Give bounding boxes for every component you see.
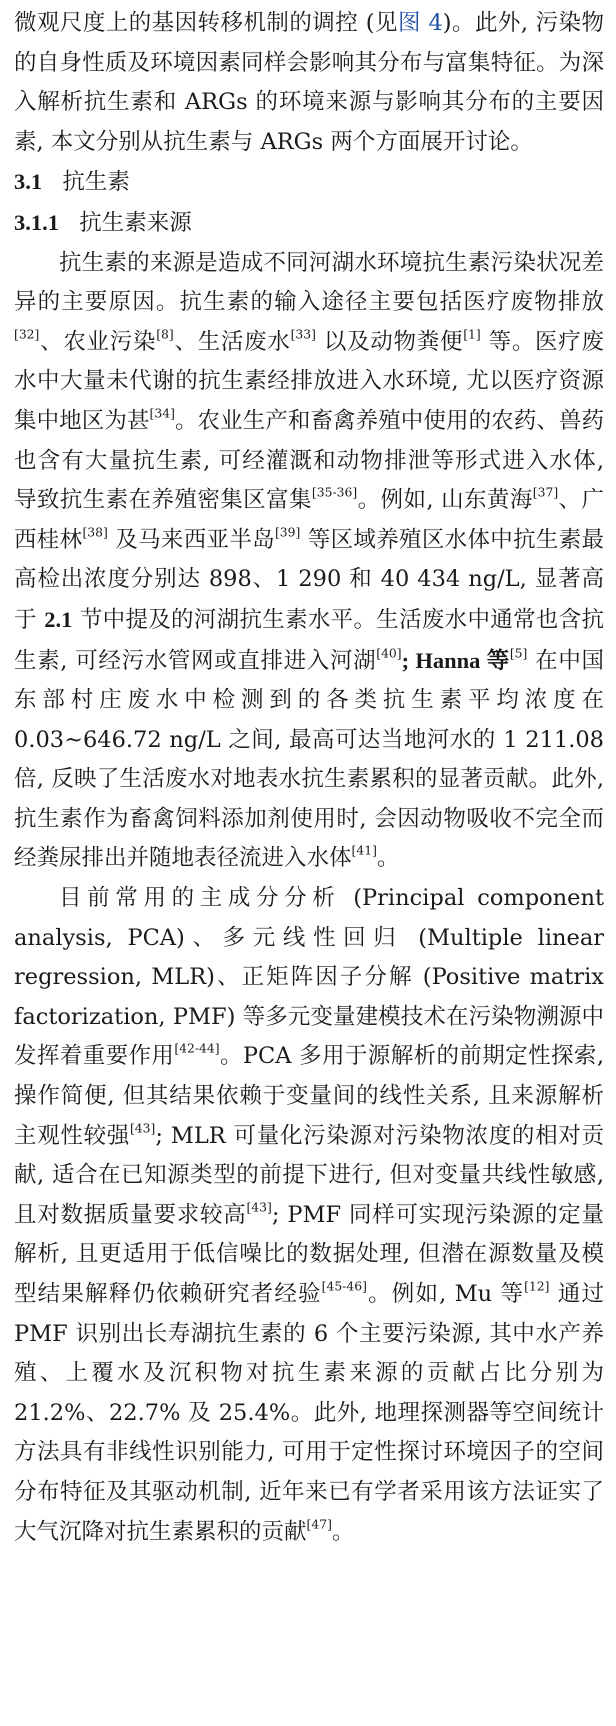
section-reference: 2.1 [44,606,73,632]
section-heading-3-1-1 [14,203,604,244]
paragraph-intro [14,4,604,162]
citation[interactable]: [43] [129,1121,156,1136]
citation[interactable]: [12] [524,1279,550,1294]
text: 微观尺度上的基因转移机制的调控 (见 [14,10,398,36]
text: 节中提及的河湖抗生素水平。生活废水中通常也含抗生素, 可经污水管网或直排进入河湖 [14,606,605,674]
figure-4-link[interactable]: 图 4 [397,10,443,36]
text: 以及动物粪便 [315,328,464,355]
citation[interactable]: [35-36] [311,485,358,500]
paragraph-antibiotic-sources [14,244,604,880]
citation[interactable]: [8] [156,327,174,342]
citation[interactable]: [39] [274,525,301,540]
text: 抗生素的来源是造成不同河湖水环境抗生素污染状况差异的主要原因。抗生素的输入途径主要包括医疗废物排放 [14,249,604,316]
text: 、农业污染 [39,328,157,355]
text: 。例如, Mu 等 [366,1281,525,1307]
citation[interactable]: [37] [532,485,559,500]
citation[interactable]: [38] [82,525,108,540]
citation[interactable]: [43] [246,1200,272,1215]
text: 。 [331,1518,355,1545]
citation[interactable]: [41] [351,843,377,858]
text: )。此外, 污染物的自身性质及环境因素同样会影响其分布与富集特征。为深入解析抗生素和 ARGs 的环境来源与影响其分布的主要因素, 本文分别从抗生素与 ARGs 两个方面展开讨论。 [14,10,604,155]
text: 目前常用的主成分分析 (Principal component analysis, PCA)、多元线性回归 (Multiple linear regression, MLR)、正矩阵因子分解 (Positive matrix factorization, PMF) 等多元变量建模技术在污染物溯源中发挥着重要作用 [14,885,604,1070]
citation[interactable]: [5] [509,645,528,660]
text: 。农业生产和畜禽养殖中使用的农药、兽药也含有大量抗生素, 可经灌溉和动物排泄等形式进入水体, 导致抗生素在养殖密集区富集 [14,407,604,514]
section-number: 3.1.1 [14,209,59,235]
text: 等区域养殖区水体中抗生素最高检出浓度分别达 898、1 290 和 40 434 ng/L, 显著高于 [14,526,605,633]
citation[interactable]: [1] [463,327,481,342]
text: 在中国东部村庄废水中检测到的各类抗生素平均浓度在 0.03~646.72 ng/L 之间, 最高可达当地河水的 1 211.08 倍, 反映了生活废水对地表水抗生素累积的显著贡献。此外, 抗生素作为畜禽饲料添加剂使用时, 会因动物吸收不完全而经粪尿排出并随地表径流进入水体 [14,647,604,872]
text: 。例如, 山东黄海 [357,487,533,514]
text: 。PCA 多用于源解析的前期定性探索, 操作简便, 但其结果依赖于变量间的线性关系, 且来源解析主观性较强 [14,1043,604,1149]
citation[interactable]: [45-46] [321,1279,367,1294]
paragraph-source-apportionment [14,879,604,1552]
text: 及马来西亚半岛 [107,526,275,553]
section-number: 3.1 [14,169,43,195]
text: 、广西桂林 [14,487,604,553]
section-title: 抗生素来源 [79,209,192,236]
citation[interactable]: [42-44] [174,1041,220,1056]
text: 。 [376,845,400,872]
citation[interactable]: [40] [376,645,402,660]
text: 、生活废水 [173,328,291,355]
citation[interactable]: [47] [306,1517,332,1532]
section-heading-3-1 [14,162,604,203]
citation[interactable]: [33] [290,327,316,342]
citation[interactable]: [34] [149,406,175,421]
text: 通过 PMF 识别出长寿湖抗生素的 6 个主要污染源, 其中水产养殖、上覆水及沉积物对抗生素来源的贡献占比分别为 21.2%、22.7% 及 25.4%。此外, 地理探测器等空间统计方法具有非线性识别能力, 可用于定性探讨环境因子的空间分布特征及其驱动机制, 近年来已有学者采用该方法证实了大气沉降对抗生素累积的贡献 [14,1281,604,1545]
text: ; MLR 可量化污染源对污染物浓度的相对贡献, 适合在已知源类型的前提下进行, 但对变量共线性敏感, 且对数据质量要求较高 [14,1122,604,1228]
text: ; PMF 同样可实现污染源的定量解析, 且更适用于低信噪比的数据处理, 但潜在源数量及模型结果解释仍依赖研究者经验 [14,1201,604,1307]
text: 等。医疗废水中大量未代谢的抗生素经排放进入水环境, 尤以医疗资源集中地区为甚 [14,328,605,434]
text: ; Hanna 等 [401,647,510,673]
citation[interactable]: [32] [14,327,40,342]
section-title: 抗生素 [62,169,130,196]
